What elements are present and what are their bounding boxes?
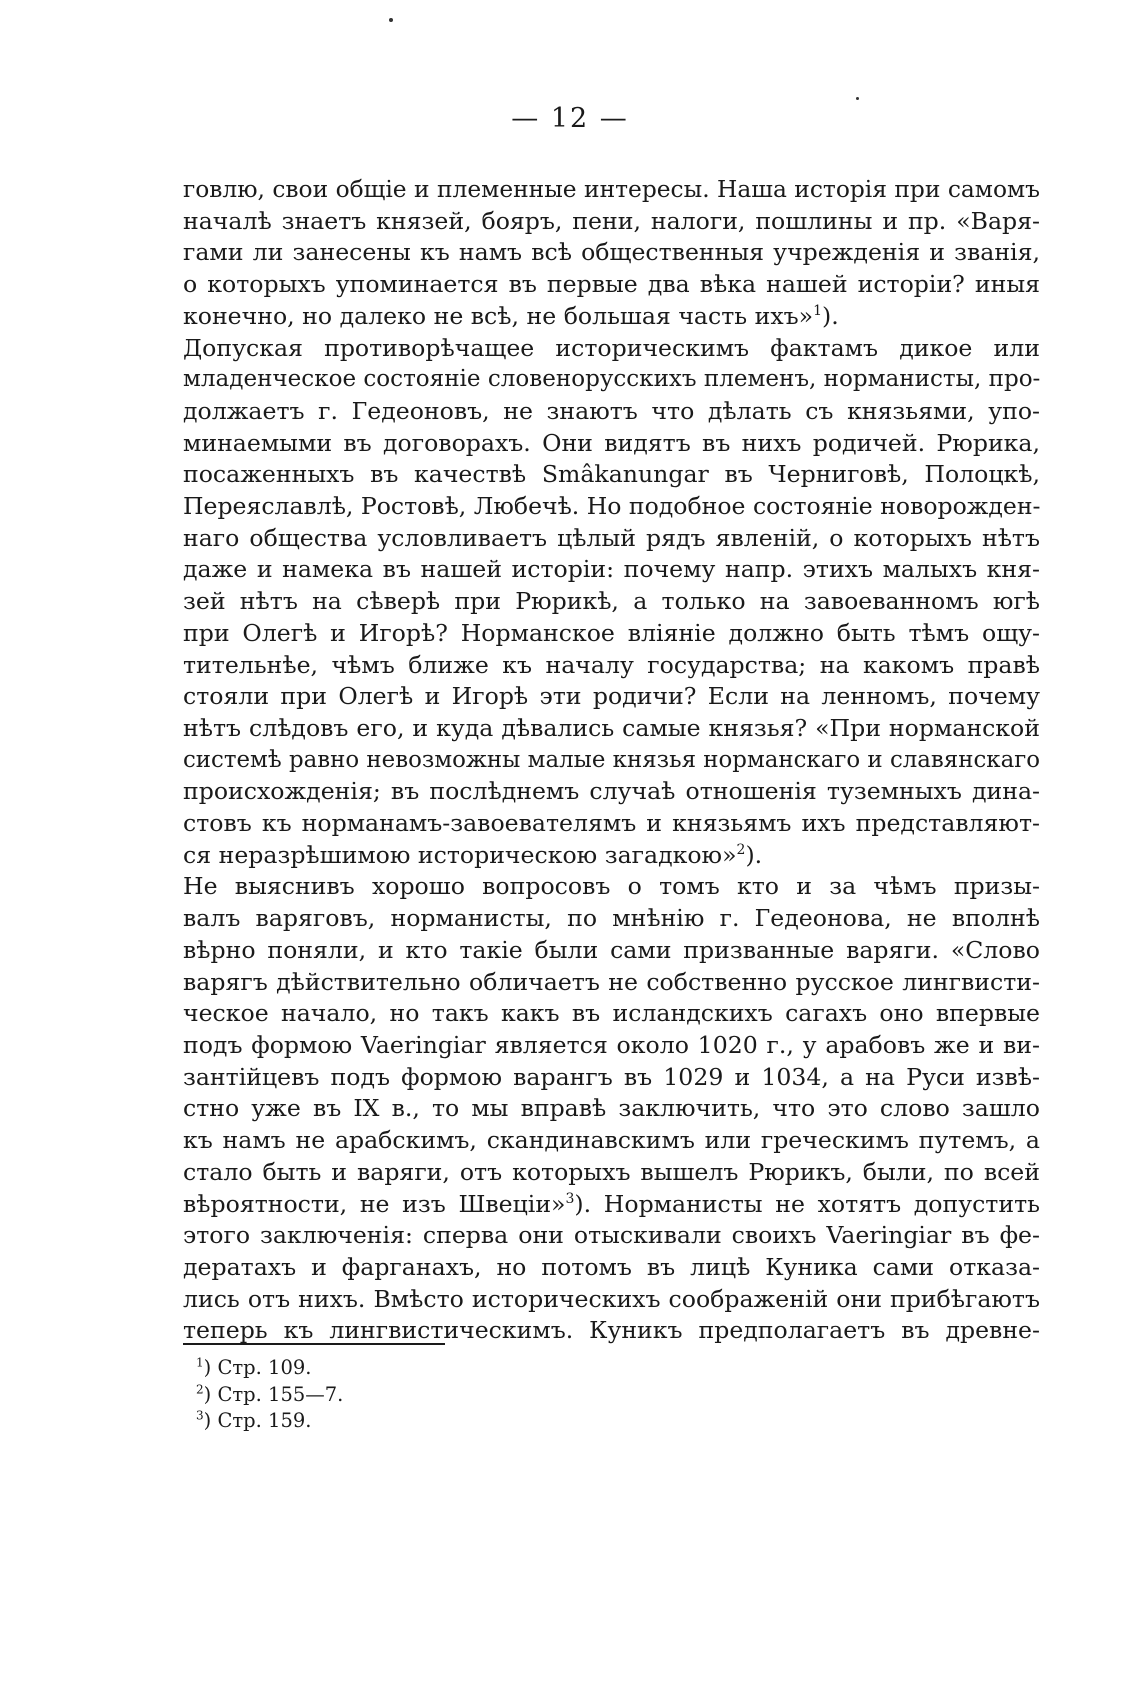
line-text: Не выяснивъ хорошо вопросовъ о томъ кто и за чѣмъ призы- [183,872,1040,901]
line-text: стояли при Олегѣ и Игорѣ эти родичи? Если на ленномъ, почему [183,682,1040,711]
text-line [183,333,1040,365]
line-text: должаетъ г. Гедеоновъ, не знаютъ что дѣлать съ князьями, упо- [183,396,1040,425]
line-tail: ). Норманисты не хотятъ допустить [574,1189,1040,1218]
body-text [183,174,1040,1347]
line-tail: ). [745,840,763,869]
footnote-text: ) Стр. 159. [203,1409,312,1432]
page-number: — 12 — [511,103,629,134]
line-text: дератахъ и фарганахъ, но потомъ въ лицѣ Куника сами отказа- [183,1252,1040,1281]
text-line [183,840,1040,872]
line-text: вѣрно поняли, и кто такіе были сами призванные варяги. «Слово [183,935,1040,964]
line-text: конечно, но далеко не всѣ, не большая часть ихъ» [183,301,814,330]
footnote-mark: 1 [196,1355,204,1370]
text-line [183,650,1040,682]
line-text: тительнѣе, чѣмъ ближе къ началу государства; на какомъ правѣ [183,650,1040,679]
line-text: стало быть и варяги, отъ которыхъ вышелъ Рюрикъ, были, по всей [183,1157,1040,1186]
text-line [183,998,1040,1030]
text-line [183,554,1040,586]
line-text: о которыхъ упоминается въ первые два вѣка нашей исторіи? иныя [183,270,1040,299]
line-text: подъ формою Vaeringiar является около 1020 г., у арабовъ же и ви- [183,1030,1040,1059]
text-line [183,713,1040,745]
line-text: посаженныхъ въ качествѣ Smâkanungar въ Черниговѣ, Полоцкѣ, [183,460,1040,489]
text-line [183,396,1040,428]
line-text: зей нѣтъ на сѣверѣ при Рюрикѣ, а только на завоеванномъ югѣ [183,587,1040,616]
text-line [183,237,1040,269]
text-line [183,269,1040,301]
footnote-mark: 2 [196,1382,204,1396]
footnote [196,1382,343,1409]
footnote [196,1408,343,1435]
text-line [183,491,1040,523]
line-text: ся неразрѣшимою историческою загадкою» [183,840,737,869]
line-text: валъ варяговъ, норманисты, по мнѣнію г. Гедеонова, не вполнѣ [183,904,1040,933]
line-text: лись отъ нихъ. Вмѣсто историческихъ соображеній они прибѣгаютъ [183,1284,1040,1313]
text-line [183,174,1040,206]
text-line [183,364,1040,396]
footnote-text: ) Стр. 109. [203,1356,312,1379]
line-text: минаемыми въ договорахъ. Они видятъ въ нихъ родичей. Рюрика, [183,428,1040,457]
text-line [183,523,1040,555]
text-line [183,459,1040,491]
line-tail: ). [822,301,839,330]
text-line [183,301,1040,333]
text-line [183,1093,1040,1125]
text-line [183,618,1040,650]
text-line [183,206,1040,238]
footnote-rule [183,1343,445,1345]
line-text: этого заключенія: сперва они отыскивали своихъ Vaeringiar въ фе- [183,1221,1040,1250]
text-line [183,935,1040,967]
line-text: младенческое состояніе словенорусскихъ племенъ, норманисты, про- [183,366,1040,393]
line-text: при Олегѣ и Игорѣ? Норманское вліяніе должно быть тѣмъ ощу- [183,618,1040,647]
text-line [183,1125,1040,1157]
text-line [183,1189,1040,1221]
text-line [183,428,1040,460]
line-text: говлю, свои общіе и племенные интересы. Наша исторія при самомъ [183,175,1040,203]
margin-speck [856,97,859,100]
text-line [183,808,1040,840]
text-line [183,586,1040,618]
line-text: теперь къ лингвистическимъ. Куникъ предполагаетъ въ древне- [183,1316,1040,1345]
line-text: стно уже въ IX в., то мы вправѣ заключить, что это слово зашло [183,1094,1040,1123]
line-text: Допуская противорѣчащее историческимъ фактамъ дикое или [183,333,1040,362]
text-line [183,1252,1040,1284]
footnotes [196,1355,343,1435]
footnote-ref: 3 [565,1190,575,1207]
text-line [183,903,1040,935]
footnote-text: ) Стр. 155—7. [203,1382,344,1406]
text-line [183,1284,1040,1316]
line-text: Переяславлѣ, Ростовѣ, Любечѣ. Но подобное состояніе новорожден- [183,492,1040,521]
line-text: наго общества условливаетъ цѣлый рядъ явленій, о которыхъ нѣтъ [183,523,1040,552]
text-line [183,681,1040,713]
line-text: варягъ дѣйствительно обличаетъ не собственно русское лингвисти- [183,967,1040,996]
line-text: къ намъ не арабскимъ, скандинавскимъ или греческимъ путемъ, а [183,1126,1040,1155]
text-line [183,871,1040,903]
line-text: системѣ равно невозможны малые князья норманскаго и славянскаго [183,746,1040,773]
line-text: началѣ знаетъ князей, бояръ, пени, налоги, пошлины и пр. «Варя- [183,206,1040,235]
text-line [183,1220,1040,1252]
text-line [183,967,1040,999]
text-line [183,1030,1040,1062]
footnote-mark: 3 [196,1408,204,1423]
top-speck [389,18,393,22]
footnote-ref: 1 [813,302,822,319]
line-text: даже и намека въ нашей исторіи: почему напр. этихъ малыхъ кня- [183,555,1040,584]
line-text: происхожденія; въ послѣднемъ случаѣ отношенія туземныхъ дина- [183,777,1040,806]
line-text: стовъ къ норманамъ-завоевателямъ и князьямъ ихъ представляют- [183,809,1040,838]
text-line [183,1157,1040,1189]
line-text: ческое начало, но такъ какъ въ исландскихъ сагахъ оно впервые [183,999,1040,1028]
footnote [196,1355,343,1382]
text-line [183,745,1040,777]
text-line [183,1062,1040,1094]
text-line [183,776,1040,808]
line-text: нѣтъ слѣдовъ его, и куда дѣвались самые князья? «При норманской [183,713,1040,742]
line-text: вѣроятности, не изъ Швеціи» [183,1189,566,1218]
line-text: зантійцевъ подъ формою варангъ въ 1029 и 1034, а на Руси извѣ- [183,1062,1040,1091]
footnote-ref: 2 [736,841,746,858]
line-text: гами ли занесены къ намъ всѣ общественныя учрежденія и званія, [183,238,1040,267]
